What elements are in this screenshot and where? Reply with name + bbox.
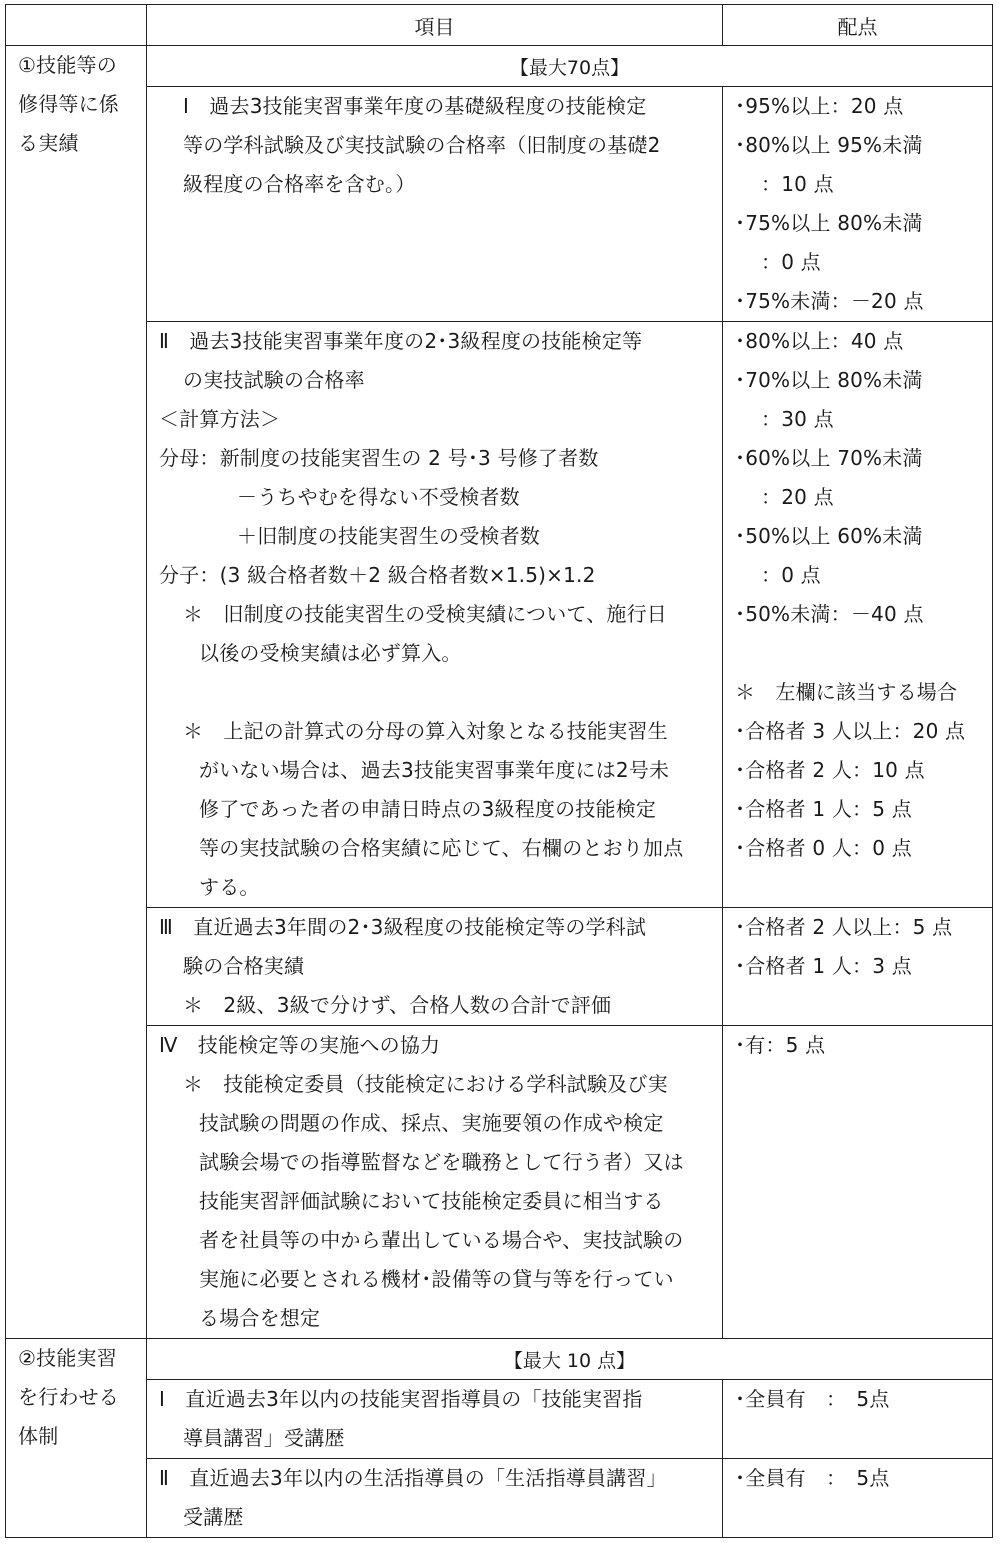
item-line: 試験会場での指導監督などを職務として行う者）又は xyxy=(199,1150,684,1174)
score-line: ･有：5 点 xyxy=(735,1033,826,1057)
item-score xyxy=(723,322,993,908)
section1-category xyxy=(6,46,147,1339)
score-line: ･合格者 1 人：5 点 xyxy=(735,797,912,821)
score-line: ･合格者 1 人：3 点 xyxy=(735,954,912,978)
score-line: ･合格者 3 人以上：20 点 xyxy=(735,719,966,743)
item-description xyxy=(147,1459,723,1538)
section2-item-2 xyxy=(6,1459,993,1538)
item-line: 修了であった者の申請日時点の3級程度の技能検定 xyxy=(199,797,657,821)
category-line: ②技能実習 xyxy=(18,1346,117,1370)
item-line: がいない場合は、過去3技能実習事業年度には2号未 xyxy=(199,758,670,782)
item-line: 導員講習」受講歴 xyxy=(183,1426,345,1450)
item-description xyxy=(147,1380,723,1459)
category-line: を行わせる xyxy=(18,1385,119,1409)
item-line: する。 xyxy=(199,875,260,899)
item-line: ＊ 2級、3級で分けず、合格人数の合計で評価 xyxy=(183,993,612,1017)
score-line: ･合格者 0 人：0 点 xyxy=(735,836,912,860)
category-line: 体制 xyxy=(18,1424,59,1448)
section1-item-4 xyxy=(6,1026,993,1339)
item-line: Ⅰ 過去3技能実習事業年度の基礎級程度の技能検定 xyxy=(183,94,647,118)
category-line: ①技能等の xyxy=(18,53,117,77)
header-row xyxy=(6,5,993,46)
item-line: 実施に必要とされる機材･設備等の貸与等を行ってい xyxy=(199,1267,674,1291)
score-line: ･60%以上 70%未満 xyxy=(735,446,923,470)
item-line: 級程度の合格率を含む。） xyxy=(183,172,416,196)
item-description xyxy=(147,1026,723,1339)
score-line: ･全員有 ： 5点 xyxy=(735,1466,890,1490)
item-line: ＊ 旧制度の技能実習生の受検実績について、施行日 xyxy=(183,602,667,626)
item-line: Ⅰ 直近過去3年以内の技能実習指導員の「技能実習指 xyxy=(159,1387,643,1411)
item-line: 者を社員等の中から輩出している場合や、実技試験の xyxy=(199,1228,684,1252)
score-line: ･95%以上：20 点 xyxy=(735,94,904,118)
section1-max-label: 【最大70点】 xyxy=(147,46,993,87)
score-line: ･50%未満：－40 点 xyxy=(735,602,924,626)
score-line: ：0 点 xyxy=(761,250,821,274)
item-line: ＊ 上記の計算式の分母の算入対象となる技能実習生 xyxy=(183,719,668,743)
score-line: ：30 点 xyxy=(761,407,834,431)
item-line: 分子：(3 級合格者数＋2 級合格者数×1.5)×1.2 xyxy=(159,563,596,587)
blank-line xyxy=(735,634,986,673)
blank-line xyxy=(159,673,714,712)
item-line: 以後の受検実績は必ず算入。 xyxy=(199,641,462,665)
score-line: ：20 点 xyxy=(761,485,834,509)
item-line: 技能実習評価試験において技能検定委員に相当する xyxy=(199,1189,664,1213)
score-line: ･合格者 2 人：10 点 xyxy=(735,758,925,782)
item-line: Ⅳ 技能検定等の実施への協力 xyxy=(159,1033,441,1057)
item-line: －うちやむを得ない不受検者数 xyxy=(237,485,520,509)
header-empty-cell xyxy=(6,5,147,46)
item-line: 等の学科試験及び実技試験の合格率（旧制度の基礎2 xyxy=(183,133,661,157)
header-score: 配点 xyxy=(723,5,993,46)
item-line: ＜計算方法＞ xyxy=(159,407,281,431)
item-score xyxy=(723,1380,993,1459)
score-line: ･合格者 2 人以上：5 点 xyxy=(735,915,953,939)
item-line: Ⅲ 直近過去3年間の2･3級程度の技能検定等の学科試 xyxy=(159,915,647,939)
section2-max-label: 【最大 10 点】 xyxy=(147,1339,993,1380)
section1-item-3 xyxy=(6,908,993,1026)
section2-item-1 xyxy=(6,1380,993,1459)
category-line: 修得等に係 xyxy=(18,92,119,116)
item-description xyxy=(147,322,723,908)
item-score xyxy=(723,1026,993,1339)
item-line: Ⅱ 過去3技能実習事業年度の2･3級程度の技能検定等 xyxy=(159,329,643,353)
item-line: 験の合格実績 xyxy=(183,954,305,978)
item-score xyxy=(723,87,993,322)
item-line: る場合を想定 xyxy=(199,1306,321,1330)
score-line: ･70%以上 80%未満 xyxy=(735,368,923,392)
header-item: 項目 xyxy=(147,5,723,46)
score-line: ･50%以上 60%未満 xyxy=(735,524,923,548)
section1-max-row xyxy=(6,46,993,87)
score-line: ＊ 左欄に該当する場合 xyxy=(735,680,958,704)
score-line: ･75%未満：－20 点 xyxy=(735,289,924,313)
item-line: 分母：新制度の技能実習生の 2 号･3 号修了者数 xyxy=(159,446,599,470)
item-line: ＋旧制度の技能実習生の受検者数 xyxy=(237,524,540,548)
score-line: ･全員有 ： 5点 xyxy=(735,1387,890,1411)
item-line: の実技試験の合格率 xyxy=(183,368,365,392)
section2-max-row xyxy=(6,1339,993,1380)
item-score xyxy=(723,908,993,1026)
category-line: る実績 xyxy=(18,131,79,155)
item-line: 受講歴 xyxy=(183,1505,244,1529)
item-line: 技試験の問題の作成、採点、実施要領の作成や検定 xyxy=(199,1111,664,1135)
scoring-table xyxy=(5,4,993,1538)
section1-item-2 xyxy=(6,322,993,908)
item-description xyxy=(147,908,723,1026)
item-score xyxy=(723,1459,993,1538)
score-line: ：10 点 xyxy=(761,172,834,196)
item-line: ＊ 技能検定委員（技能検定における学科試験及び実 xyxy=(183,1072,668,1096)
score-line: ･80%以上：40 点 xyxy=(735,329,904,353)
item-line: 等の実技試験の合格実績に応じて、右欄のとおり加点 xyxy=(199,836,684,860)
score-line: ･75%以上 80%未満 xyxy=(735,211,923,235)
section2-category xyxy=(6,1339,147,1538)
score-line: ：0 点 xyxy=(761,563,821,587)
section1-item-1 xyxy=(6,87,993,322)
item-description xyxy=(147,87,723,322)
score-line: ･80%以上 95%未満 xyxy=(735,133,923,157)
item-line: Ⅱ 直近過去3年以内の生活指導員の「生活指導員講習」 xyxy=(159,1466,667,1490)
